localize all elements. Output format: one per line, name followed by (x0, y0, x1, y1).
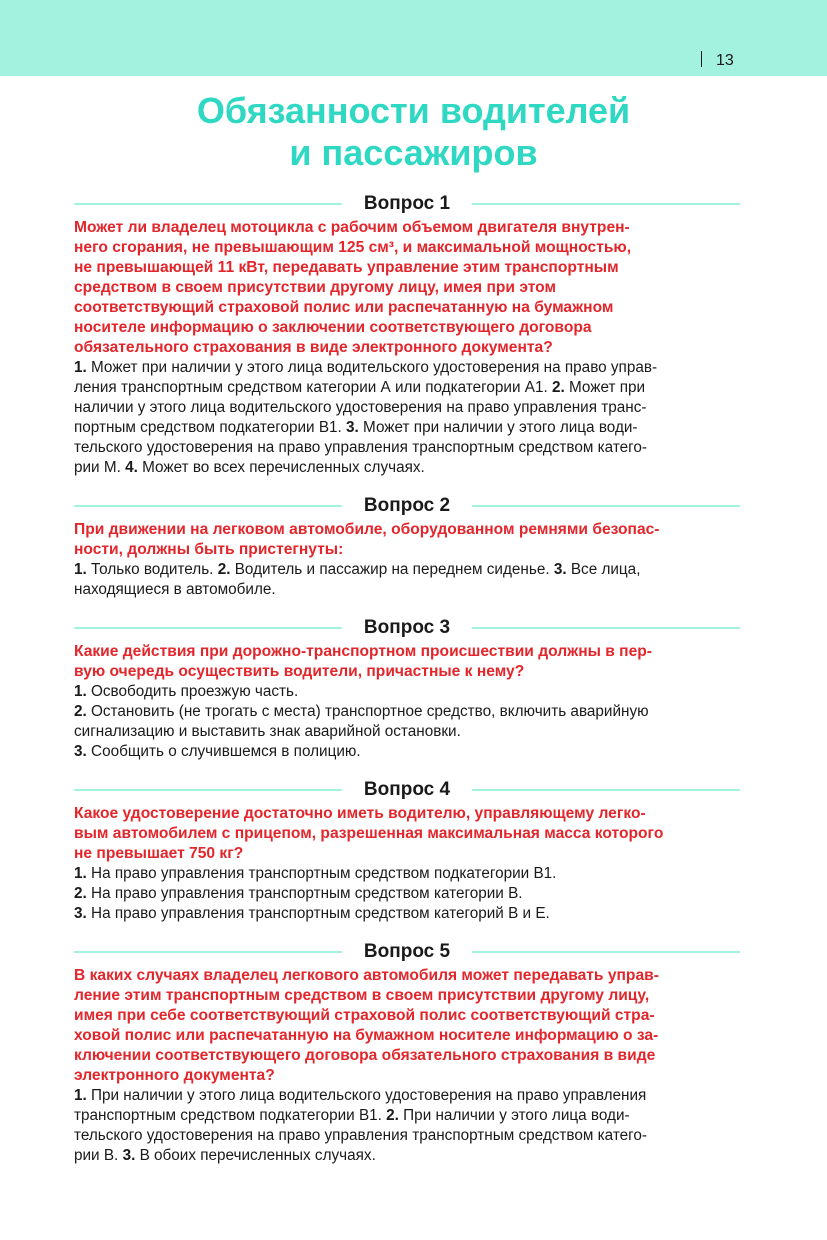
question-line: средством в своем присутствии другому лицу, имея при этом (74, 279, 557, 296)
question-line: соответствующий страховой полис или распечатанную на бумажном (74, 299, 614, 316)
answer-text: Может при наличии у этого лица водительского удостоверения на право управ- (86, 359, 658, 376)
question-line: не превышающей 11 кВт, передавать управление этим транспортным (74, 259, 619, 276)
answer-number: 1. (74, 359, 87, 376)
question-block (74, 778, 740, 924)
answer-text: Может во всех перечисленных случаях. (137, 459, 425, 476)
answer-line (74, 398, 740, 418)
question-header (74, 940, 740, 964)
answer-options (74, 864, 740, 924)
answer-number: 2. (74, 885, 87, 902)
divider-line (472, 505, 740, 507)
question-label: Вопрос 5 (363, 941, 451, 962)
question-label: Вопрос 1 (363, 193, 451, 214)
answer-text: тельского удостоверения на право управления транспортным средством катего- (74, 439, 648, 456)
questions-list (74, 192, 740, 1182)
answer-line (74, 722, 740, 742)
answer-text: Только водитель. (86, 561, 218, 578)
question-label: Вопрос 2 (363, 495, 451, 516)
question-line: вую очередь осуществить водители, причастные к нему? (74, 663, 525, 680)
answer-text: При наличии у этого лица водительского удостоверения на право управления (86, 1087, 647, 1104)
answer-text: Может при (564, 379, 646, 396)
answer-text: рии М. (74, 459, 126, 476)
page-number (701, 51, 734, 71)
question-line: ключении соответствующего договора обязательного страхования в виде (74, 1047, 656, 1064)
answer-text: На право управления транспортным средством категории В. (86, 885, 523, 902)
question-label: Вопрос 3 (363, 617, 451, 638)
answer-number: 2. (217, 561, 231, 578)
question-header (74, 616, 740, 640)
answer-text: рии В. (74, 1147, 123, 1164)
answer-line (74, 580, 740, 600)
answer-text: На право управления транспортным средством категорий В и Е. (86, 905, 550, 922)
answer-options (74, 1086, 740, 1166)
question-line: ление этим транспортным средством в своем присутствии другому лицу, (74, 987, 650, 1004)
question-header (74, 778, 740, 802)
question-header (74, 494, 740, 518)
question-text (74, 966, 740, 1086)
answer-number: 2. (74, 703, 87, 720)
question-line: имея при себе соответствующий страховой полис соответствующий стра- (74, 1007, 655, 1024)
answer-text: сигнализацию и выставить знак аварийной остановки. (74, 723, 461, 740)
question-line: обязательного страхования в виде электронного документа? (74, 339, 553, 356)
answer-line (74, 1106, 740, 1126)
answer-number: 3. (122, 1147, 136, 1164)
answer-text: Сообщить о случившемся в полицию. (86, 743, 361, 760)
question-block (74, 494, 740, 600)
answer-line (74, 418, 740, 438)
answer-line (74, 1086, 740, 1106)
answer-line (74, 702, 740, 722)
answer-text: ления транспортным средством категории А или подкатегории А1. (74, 379, 552, 396)
answer-line (74, 358, 740, 378)
answer-text: наличии у этого лица водительского удостоверения на право управления транс- (74, 399, 647, 416)
answer-text: транспортным средством подкатегории В1. (74, 1107, 387, 1124)
question-text (74, 218, 740, 358)
question-line: него сгорания, не превышающим 125 см³, и максимальной мощностью, (74, 239, 632, 256)
question-block (74, 192, 740, 478)
question-line: электронного документа? (74, 1067, 275, 1084)
question-line: носителе информацию о заключении соответствующего договора (74, 319, 592, 336)
question-line: В каких случаях владелец легкового автомобиля может передавать управ- (74, 967, 659, 984)
answer-text: портным средством подкатегории В1. (74, 419, 347, 436)
answer-line (74, 378, 740, 398)
question-block (74, 940, 740, 1166)
answer-line (74, 864, 740, 884)
answer-number: 1. (74, 561, 87, 578)
page-number-value: 13 (716, 52, 734, 69)
answer-number: 3. (74, 743, 87, 760)
question-header (74, 192, 740, 216)
answer-line (74, 742, 740, 762)
answer-line (74, 682, 740, 702)
question-label: Вопрос 4 (363, 779, 451, 800)
answer-text: На право управления транспортным средством подкатегории В1. (86, 865, 557, 882)
answer-text: Освободить проезжую часть. (86, 683, 299, 700)
divider-line (74, 203, 342, 205)
answer-number: 1. (74, 865, 87, 882)
answer-line (74, 438, 740, 458)
divider-line (74, 951, 342, 953)
answer-number: 4. (125, 459, 138, 476)
question-line: не превышает 750 кг? (74, 845, 244, 862)
question-line: ховой полис или распечатанную на бумажном носителе информацию о за- (74, 1027, 659, 1044)
answer-text: Остановить (не трогать с места) транспортное средство, включить аварийную (86, 703, 649, 720)
divider-line (74, 505, 342, 507)
divider-line (472, 203, 740, 205)
question-line: ности, должны быть пристегнуты: (74, 541, 344, 558)
answer-number: 2. (386, 1107, 399, 1124)
answer-text: тельского удостоверения на право управления транспортным средством катего- (74, 1127, 648, 1144)
question-line: Какое удостоверение достаточно иметь водителю, управляющему легко- (74, 805, 646, 822)
answer-line (74, 904, 740, 924)
answer-text: В обоих перечисленных случаях. (135, 1147, 376, 1164)
answer-text: Водитель и пассажир на переднем сиденье. (230, 561, 554, 578)
answer-line (74, 1126, 740, 1146)
question-block (74, 616, 740, 762)
answer-options (74, 682, 740, 762)
page-title (0, 90, 827, 174)
answer-text: Все лица, (566, 561, 641, 578)
answer-number: 2. (551, 379, 565, 396)
answer-line (74, 560, 740, 580)
answer-number: 1. (74, 1087, 87, 1104)
answer-text: При наличии у этого лица води- (398, 1107, 630, 1124)
divider-line (472, 627, 740, 629)
divider-line (74, 789, 342, 791)
answer-number: 3. (346, 419, 359, 436)
page-title-line: Обязанности водителей (196, 90, 631, 131)
answer-text: находящиеся в автомобиле. (74, 581, 276, 598)
question-line: При движении на легковом автомобиле, оборудованном ремнями безопас- (74, 521, 660, 538)
answer-line (74, 458, 740, 478)
answer-number: 1. (74, 683, 87, 700)
answer-options (74, 560, 740, 600)
question-text (74, 520, 740, 560)
page-number-divider (701, 51, 702, 67)
divider-line (74, 627, 342, 629)
answer-options (74, 358, 740, 478)
answer-line (74, 1146, 740, 1166)
answer-number: 3. (553, 561, 567, 578)
question-text (74, 642, 740, 682)
question-line: вым автомобилем с прицепом, разрешенная максимальная масса которого (74, 825, 664, 842)
question-line: Может ли владелец мотоцикла с рабочим объемом двигателя внутрен- (74, 219, 630, 236)
answer-line (74, 884, 740, 904)
page-title-line: и пассажиров (289, 132, 538, 173)
divider-line (472, 789, 740, 791)
answer-text: Может при наличии у этого лица води- (358, 419, 638, 436)
divider-line (472, 951, 740, 953)
question-line: Какие действия при дорожно-транспортном происшествии должны в пер- (74, 643, 652, 660)
question-text (74, 804, 740, 864)
answer-number: 3. (74, 905, 87, 922)
